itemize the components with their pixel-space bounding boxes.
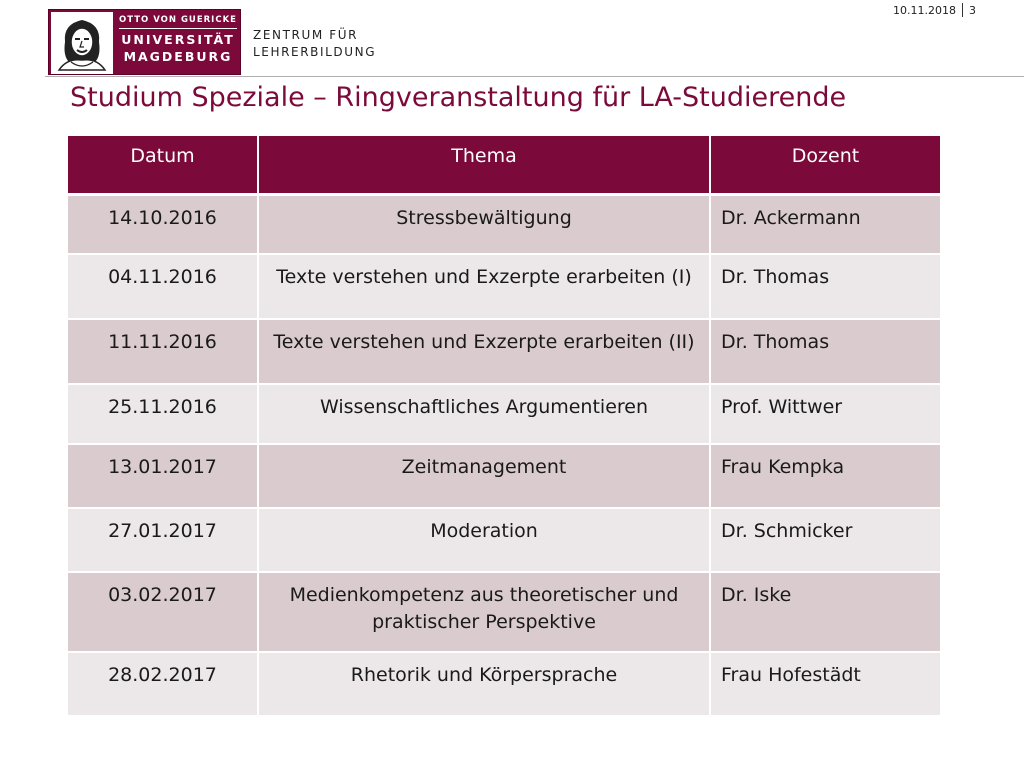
- table-row: [68, 254, 940, 319]
- cell-datum: 11.11.2016: [68, 319, 258, 384]
- cell-dozent: Dr. Iske: [710, 572, 940, 652]
- university-logo: [48, 9, 241, 75]
- cell-thema: Zeitmanagement: [258, 444, 710, 508]
- university-name: [119, 14, 237, 65]
- table-row: [68, 508, 940, 572]
- table-header-row: [68, 136, 940, 194]
- table-row: [68, 319, 940, 384]
- guericke-portrait-image: [51, 12, 113, 74]
- university-name-line2: UNIVERSITÄT: [121, 32, 235, 47]
- cell-thema: Moderation: [258, 508, 710, 572]
- cell-thema: Rhetorik und Körpersprache: [258, 652, 710, 716]
- cell-dozent: Dr. Ackermann: [710, 194, 940, 254]
- table-row: [68, 444, 940, 508]
- cell-dozent: Frau Kempka: [710, 444, 940, 508]
- schedule-table: [68, 136, 940, 717]
- cell-datum: 28.02.2017: [68, 652, 258, 716]
- slide-date: 10.11.2018: [893, 3, 956, 17]
- page-title: Studium Speziale – Ringveranstaltung für LA-Studierende: [70, 82, 847, 113]
- cell-datum: 04.11.2016: [68, 254, 258, 319]
- table-row: [68, 652, 940, 716]
- slide-meta: [893, 3, 976, 17]
- column-header-dozent: Dozent: [710, 136, 940, 194]
- cell-dozent: Prof. Wittwer: [710, 384, 940, 444]
- table-row: [68, 572, 940, 652]
- cell-thema: Texte verstehen und Exzerpte erarbeiten (I): [258, 254, 710, 319]
- center-name: [253, 27, 376, 61]
- center-name-line1: ZENTRUM FÜR: [253, 28, 359, 42]
- cell-dozent: Dr. Thomas: [710, 254, 940, 319]
- cell-thema: Texte verstehen und Exzerpte erarbeiten (II): [258, 319, 710, 384]
- cell-datum: 27.01.2017: [68, 508, 258, 572]
- column-header-datum: Datum: [68, 136, 258, 194]
- header-divider: [45, 76, 1024, 77]
- cell-thema: Wissenschaftliches Argumentieren: [258, 384, 710, 444]
- cell-datum: 13.01.2017: [68, 444, 258, 508]
- cell-datum: 03.02.2017: [68, 572, 258, 652]
- university-name-line3: MAGDEBURG: [123, 49, 233, 64]
- cell-thema: Stressbewältigung: [258, 194, 710, 254]
- cell-dozent: Dr. Thomas: [710, 319, 940, 384]
- column-header-thema: Thema: [258, 136, 710, 194]
- meta-divider: [962, 3, 963, 17]
- cell-datum: 14.10.2016: [68, 194, 258, 254]
- cell-dozent: Frau Hofestädt: [710, 652, 940, 716]
- cell-datum: 25.11.2016: [68, 384, 258, 444]
- slide-number: 3: [969, 3, 976, 17]
- center-name-line2: LEHRERBILDUNG: [253, 45, 377, 59]
- university-name-line1: OTTO VON GUERICKE: [119, 15, 237, 25]
- table-row: [68, 384, 940, 444]
- logo-divider: [119, 28, 237, 29]
- cell-dozent: Dr. Schmicker: [710, 508, 940, 572]
- table-row: [68, 194, 940, 254]
- cell-thema: Medienkompetenz aus theoretischer und praktischer Perspektive: [258, 572, 710, 652]
